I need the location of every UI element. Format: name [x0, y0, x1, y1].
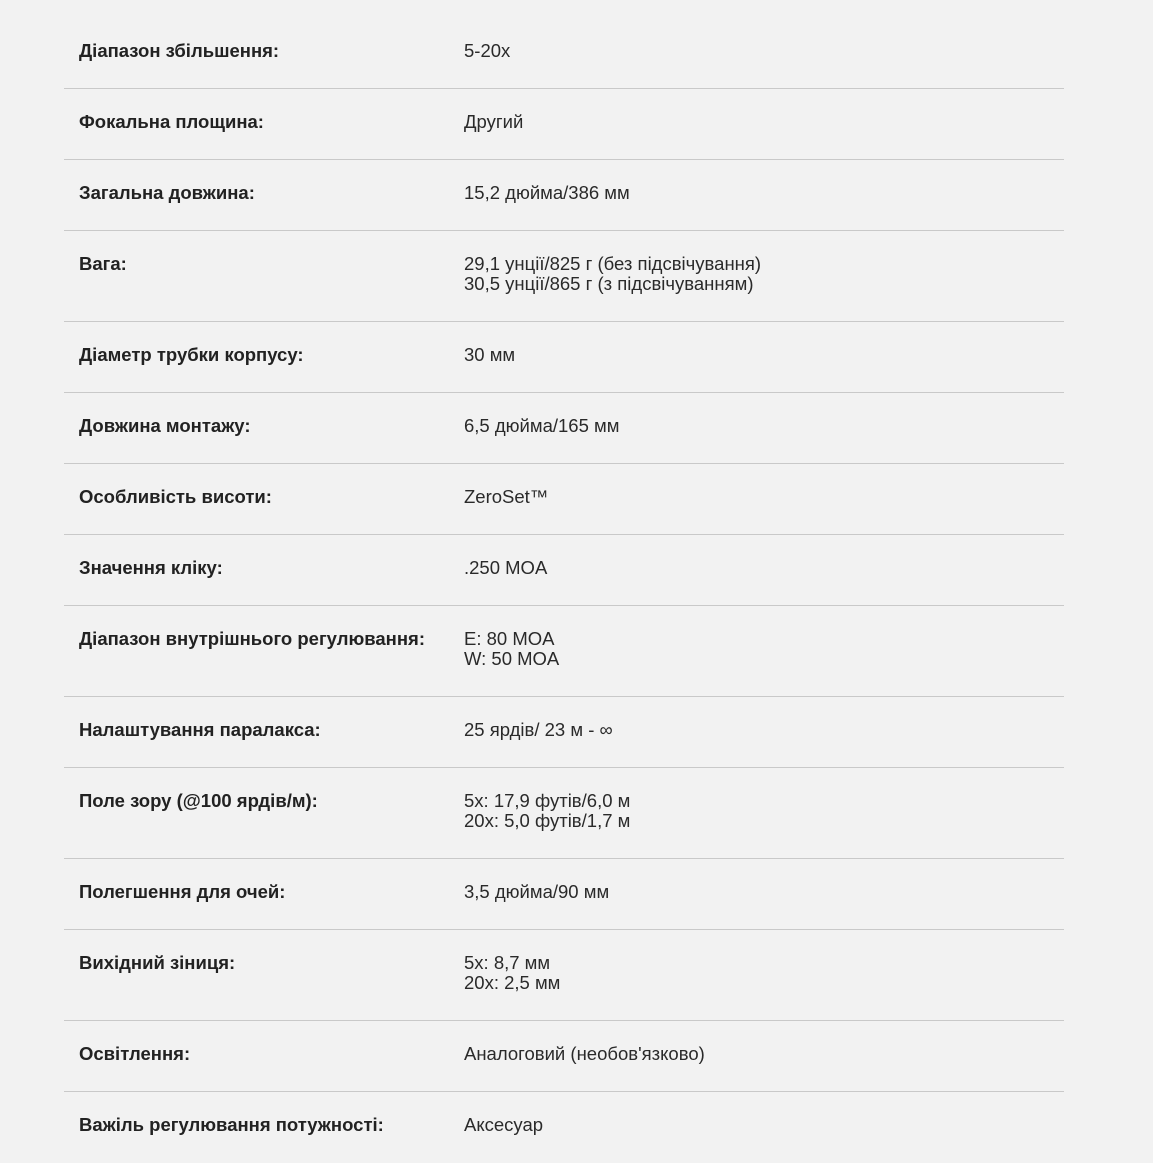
spec-row-focal-plane [64, 89, 1064, 160]
spec-value [464, 41, 1064, 61]
spec-value-line: Аксесуар [464, 1114, 544, 1135]
spec-value-line: 25 ярдів/ 23 м - ∞ [464, 719, 613, 740]
spec-value-line: 5-20x [464, 40, 511, 61]
spec-value-line: Другий [464, 111, 524, 132]
spec-value [464, 882, 1064, 902]
spec-value [464, 1115, 1064, 1135]
spec-value-line: .250 MOA [464, 557, 548, 578]
spec-row-weight [64, 231, 1064, 322]
spec-row-power-lever [64, 1092, 1064, 1163]
spec-value [464, 1044, 1064, 1064]
spec-label: Діапазон збільшення: [79, 40, 280, 61]
spec-label: Вихідний зіниця: [79, 952, 236, 973]
spec-row-click-value [64, 535, 1064, 606]
spec-value [464, 791, 1064, 831]
spec-value [464, 416, 1064, 436]
spec-value [464, 487, 1064, 507]
spec-label: Освітлення: [79, 1043, 191, 1064]
spec-label: Важіль регулювання потужності: [79, 1114, 384, 1135]
spec-row-field-of-view [64, 768, 1064, 859]
spec-value-line: 20x: 5,0 футів/1,7 м [464, 810, 631, 831]
spec-value-line: 5x: 8,7 мм [464, 952, 551, 973]
spec-row-tube-diameter [64, 322, 1064, 393]
spec-label: Фокальна площина: [79, 111, 264, 132]
spec-value-line: 3,5 дюйма/90 мм [464, 881, 610, 902]
spec-row-overall-length [64, 160, 1064, 231]
spec-value [464, 345, 1064, 365]
spec-value-line: 6,5 дюйма/165 мм [464, 415, 620, 436]
spec-value-line: ZeroSet™ [464, 486, 549, 507]
spec-row-adjustment-range [64, 606, 1064, 697]
spec-table [64, 18, 1064, 1163]
spec-row-eye-relief [64, 859, 1064, 930]
spec-label: Вага: [79, 253, 127, 274]
spec-label: Діапазон внутрішнього регулювання: [79, 628, 425, 649]
spec-value-line: 20x: 2,5 мм [464, 972, 561, 993]
spec-label: Значення кліку: [79, 557, 223, 578]
spec-label: Діаметр трубки корпусу: [79, 344, 304, 365]
spec-value [464, 558, 1064, 578]
spec-value-line: Аналоговий (необов'язково) [464, 1043, 705, 1064]
spec-label: Поле зору (@100 ярдів/м): [79, 790, 318, 811]
spec-row-elevation-feature [64, 464, 1064, 535]
spec-value-line: 29,1 унції/825 г (без підсвічування) [464, 253, 762, 274]
spec-label: Особливість висоти: [79, 486, 272, 507]
spec-value [464, 254, 1064, 294]
spec-row-parallax [64, 697, 1064, 768]
spec-value [464, 112, 1064, 132]
spec-value [464, 720, 1064, 740]
spec-label: Довжина монтажу: [79, 415, 251, 436]
spec-value-line: 15,2 дюйма/386 мм [464, 182, 630, 203]
spec-label: Налаштування паралакса: [79, 719, 321, 740]
spec-row-exit-pupil [64, 930, 1064, 1021]
spec-value-line: 30,5 унції/865 г (з підсвічуванням) [464, 273, 754, 294]
spec-value-line: 5x: 17,9 футів/6,0 м [464, 790, 631, 811]
spec-value [464, 629, 1064, 669]
spec-row-illumination [64, 1021, 1064, 1092]
spec-label: Загальна довжина: [79, 182, 255, 203]
spec-value [464, 953, 1064, 993]
spec-value-line: 30 мм [464, 344, 516, 365]
spec-value-line: E: 80 MOA [464, 628, 555, 649]
spec-value-line: W: 50 MOA [464, 648, 560, 669]
spec-label: Полегшення для очей: [79, 881, 286, 902]
spec-value [464, 183, 1064, 203]
spec-row-mounting-length [64, 393, 1064, 464]
spec-row-magnification [64, 18, 1064, 89]
